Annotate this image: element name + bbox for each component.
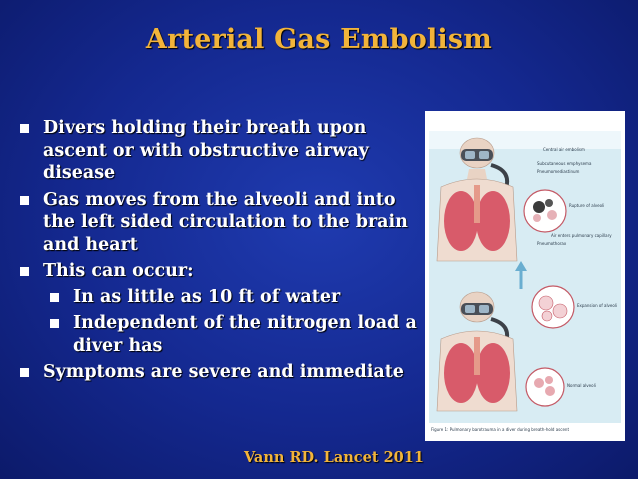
citation: Vann RD. Lancet 2011 [244,449,424,466]
alveolus [545,376,553,384]
mask-lens [465,151,475,159]
alveolus [539,296,553,310]
bullet-text: Divers holding their breath upon ascent or with obstructive airway disease [43,118,369,183]
sub-bullet-item [48,286,423,309]
alveolus [553,304,567,318]
bullet-text: Symptoms are severe and immediate [43,362,404,382]
right-lung [476,343,510,403]
square-bullet-icon [20,267,29,276]
right-lung [476,191,510,251]
square-bullet-icon [20,196,29,205]
figure-label: Rupture of alveoli [569,203,605,208]
bullet-item [18,117,423,185]
sub-bullet-text: In as little as 10 ft of water [73,286,341,307]
bullet-item [18,189,423,257]
alveolus [542,311,552,321]
square-bullet-icon [20,124,29,133]
barotrauma-figure [425,111,625,441]
left-lung [444,343,478,403]
figure-label: Normal alveoli [567,383,596,388]
mask-lens [465,305,475,313]
bullet-item [18,361,423,384]
left-lung [444,191,478,251]
barotrauma-illustration [425,111,625,441]
figure-label: Pneumomediastinum [537,169,580,174]
square-bullet-icon [50,293,59,302]
figure-caption: Figure 1: Pulmonary barotrauma in a diver during breath-hold ascent [431,427,570,432]
sub-bullet-list [43,286,423,358]
slide-title: Arterial Gas Embolism [145,24,493,55]
alveolus [545,386,555,396]
figure-label: Subcutaneous emphysema [537,161,592,166]
square-bullet-icon [20,368,29,377]
normal-alveoli-inset [526,368,564,406]
figure-label: Pneumothorax [537,241,567,246]
expanded-alveoli-inset [532,286,574,328]
sub-bullet-item [48,312,423,357]
neck-shape [467,169,487,179]
alveolus-dark [533,201,545,213]
trachea-shape [474,185,480,223]
bullet-list [18,117,423,388]
sub-bullet-text: Independent of the nitrogen load a diver has [73,313,417,356]
bullet-text: Gas moves from the alveoli and into the left sided circulation to the brain and heart [43,189,408,255]
alveolus [547,210,557,220]
figure-label: Central air embolism [543,147,585,152]
bullet-item [18,260,423,357]
alveolus [533,214,541,222]
mask-lens [479,151,489,159]
water-surface [429,131,621,149]
figure-label: Air enters pulmonary capillary [551,233,612,238]
figure-label: Expansion of alveoli [577,303,618,308]
alveolus-dark [545,199,553,207]
mask-lens [479,305,489,313]
alveolus [534,378,544,388]
rupture-alveoli-inset [524,190,566,232]
bullet-text: This can occur: [43,261,194,281]
trachea-shape [474,337,480,375]
square-bullet-icon [50,319,59,328]
